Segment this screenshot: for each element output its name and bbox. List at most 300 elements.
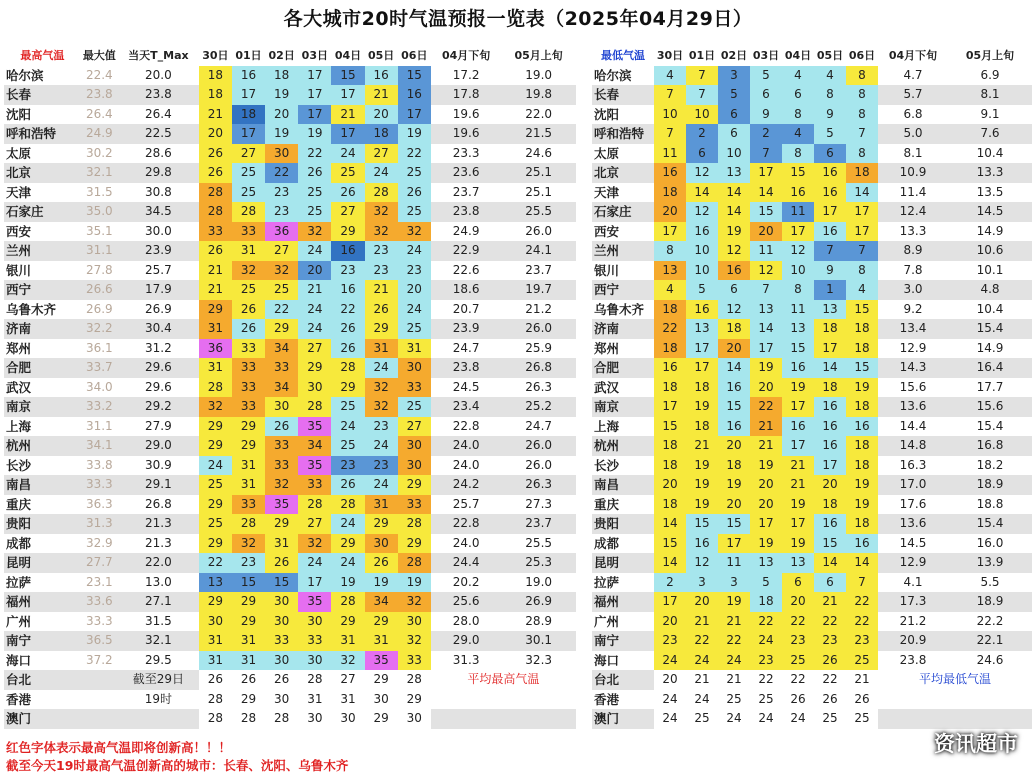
today-tmax-cell: 26.8 [145, 496, 172, 511]
table-row [592, 553, 1032, 573]
table-row [592, 144, 1032, 164]
forecast-cell: 13 [782, 319, 814, 339]
city-name: 海口 [594, 652, 620, 668]
forecast-cell: 28 [199, 690, 232, 710]
today-tmax-cell: 17.9 [118, 280, 199, 300]
forecast-cell: 35 [298, 456, 331, 476]
forecast-cell: 17 [232, 124, 265, 144]
early-may-avg-cell: 8.1 [948, 85, 1032, 105]
forecast-cell: 8 [846, 105, 878, 125]
forecast-cell: 10 [654, 105, 686, 125]
forecast-cell: 29 [232, 592, 265, 612]
forecast-cell: 23 [814, 631, 846, 651]
today-tmax-cell: 13.0 [145, 574, 172, 589]
forecast-cell: 26 [232, 300, 265, 320]
max-temp-header-cell: 04月下旬 [441, 49, 491, 62]
forecast-cell: 29 [265, 514, 298, 534]
record-max-cell: 27.8 [85, 262, 113, 277]
forecast-cell: 14 [814, 358, 846, 378]
forecast-cell: 16 [846, 417, 878, 437]
max-temp-header-cell: 05日 [367, 49, 395, 62]
table-row [592, 456, 1032, 476]
forecast-cell: 30 [298, 709, 331, 729]
late-april-avg-cell [431, 690, 501, 710]
late-april-avg-cell: 24.0 [452, 457, 480, 472]
city-name: 重庆 [594, 496, 620, 512]
early-may-avg-cell: 10.4 [976, 145, 1004, 160]
forecast-cell: 16 [814, 183, 846, 203]
record-max-cell: 33.3 [85, 613, 113, 628]
late-april-avg-cell: 17.6 [899, 496, 927, 511]
early-may-avg-cell: 16.8 [948, 436, 1032, 456]
late-april-avg-cell: 24.4 [431, 553, 501, 573]
forecast-cell: 29 [331, 378, 364, 398]
early-may-avg-cell: 24.1 [501, 241, 576, 261]
table-row [4, 319, 576, 339]
forecast-cell: 5 [814, 124, 846, 144]
today-tmax-cell: 25.7 [145, 262, 172, 277]
today-tmax-cell: 29.5 [145, 652, 172, 667]
late-april-avg-cell: 24.7 [452, 340, 480, 355]
forecast-cell: 32 [298, 534, 331, 554]
late-april-avg-cell: 7.8 [903, 262, 923, 277]
table-row [4, 105, 576, 125]
early-may-avg-cell: 6.9 [980, 67, 1000, 82]
table-row [4, 690, 576, 710]
forecast-cell: 18 [814, 319, 846, 339]
forecast-cell: 25 [398, 202, 431, 222]
forecast-cell: 17 [298, 573, 331, 593]
max-temp-header-cell: 04日 [334, 49, 362, 62]
forecast-cell: 6 [718, 280, 750, 300]
forecast-cell: 24 [750, 631, 782, 651]
record-max-cell: 23.8 [81, 85, 118, 105]
early-may-avg-cell: 24.6 [525, 145, 553, 160]
today-tmax-cell: 22.0 [118, 553, 199, 573]
today-tmax-cell: 28.6 [145, 145, 172, 160]
forecast-cell: 6 [718, 124, 750, 144]
forecast-cell: 15 [782, 163, 814, 183]
forecast-cell: 28 [398, 670, 431, 690]
forecast-cell: 29 [199, 300, 232, 320]
late-april-avg-cell: 28.0 [452, 613, 480, 628]
forecast-cell: 15 [782, 339, 814, 359]
forecast-cell: 22 [265, 163, 298, 183]
forecast-cell: 21 [199, 105, 232, 125]
city-name: 哈尔滨 [594, 67, 632, 83]
table-row [592, 573, 1032, 593]
forecast-cell: 17 [398, 105, 431, 125]
early-may-avg-cell: 17.7 [976, 379, 1004, 394]
forecast-cell: 33 [398, 495, 431, 515]
forecast-cell: 26 [814, 651, 846, 671]
early-may-avg-cell: 7.6 [948, 124, 1032, 144]
table-row [592, 709, 1032, 729]
city-name: 重庆 [6, 496, 32, 512]
forecast-cell: 22 [686, 631, 718, 651]
forecast-cell: 32 [199, 397, 232, 417]
forecast-cell: 29 [365, 514, 398, 534]
early-may-avg-cell: 5.5 [980, 574, 1000, 589]
forecast-cell: 34 [265, 339, 298, 359]
forecast-cell: 10 [686, 261, 718, 281]
city-name: 乌鲁木齐 [594, 301, 645, 317]
forecast-cell: 10 [686, 105, 718, 125]
forecast-cell: 11 [718, 553, 750, 573]
forecast-cell: 26 [814, 690, 846, 710]
forecast-cell: 15 [265, 573, 298, 593]
forecast-cell: 30 [265, 144, 298, 164]
record-max-cell: 31.3 [81, 514, 118, 534]
forecast-cell: 31 [365, 495, 398, 515]
city-name: 西安 [594, 223, 620, 239]
forecast-cell: 29 [331, 534, 364, 554]
forecast-cell: 14 [750, 319, 782, 339]
table-row [592, 397, 1032, 417]
forecast-cell: 25 [232, 280, 265, 300]
city-name: 南宁 [592, 631, 654, 651]
table-row [4, 592, 576, 612]
footnote-record-warning: 红色字体表示最高气温即将创新高！！！ [6, 740, 232, 755]
forecast-cell: 12 [718, 241, 750, 261]
forecast-cell: 14 [846, 553, 878, 573]
forecast-cell: 17 [331, 85, 364, 105]
forecast-cell: 29 [199, 417, 232, 437]
late-april-avg-cell: 9.2 [903, 301, 923, 316]
city-name: 广州 [6, 613, 32, 629]
forecast-cell: 17 [846, 222, 878, 242]
forecast-cell: 31 [398, 339, 431, 359]
table-row [592, 612, 1032, 632]
forecast-cell: 23 [365, 261, 398, 281]
late-april-avg-cell: 24.0 [452, 535, 480, 550]
table-row [4, 66, 576, 86]
forecast-cell: 22 [846, 612, 878, 632]
max-temp-header-cell: 30日 [202, 49, 229, 62]
late-april-avg-cell: 13.6 [878, 514, 948, 534]
forecast-cell: 18 [654, 495, 686, 515]
max-temp-header-cell: 02日 [268, 49, 295, 62]
forecast-cell: 30 [265, 397, 298, 417]
forecast-cell: 11 [782, 300, 814, 320]
forecast-cell: 27 [298, 339, 331, 359]
late-april-avg-cell: 22.9 [431, 241, 501, 261]
forecast-cell: 6 [750, 85, 782, 105]
early-may-avg-cell: 21.5 [501, 124, 576, 144]
forecast-cell: 33 [398, 651, 431, 671]
forecast-cell: 25 [331, 397, 364, 417]
early-may-avg-cell: 18.8 [976, 496, 1004, 511]
table-row [592, 436, 1032, 456]
early-may-avg-cell: 26.3 [501, 475, 576, 495]
today-tmax-cell: 23.8 [118, 85, 199, 105]
table-row [592, 631, 1032, 651]
forecast-cell: 17 [298, 85, 331, 105]
city-name: 台北 [4, 670, 81, 690]
forecast-cell: 28 [232, 709, 265, 729]
forecast-cell: 8 [846, 66, 878, 86]
forecast-cell: 17 [750, 339, 782, 359]
late-april-avg-cell: 23.8 [431, 202, 501, 222]
late-april-avg-cell: 13.4 [878, 319, 948, 339]
early-may-avg-cell: 9.1 [980, 106, 1000, 121]
early-may-avg-cell: 23.7 [501, 514, 576, 534]
table-row [592, 651, 1032, 671]
forecast-cell: 26 [398, 183, 431, 203]
forecast-cell: 26 [199, 144, 232, 164]
forecast-cell: 15 [654, 417, 686, 437]
forecast-cell: 28 [331, 592, 364, 612]
min-temp-header-cell: 05日 [816, 49, 844, 62]
forecast-cell: 11 [782, 202, 814, 222]
forecast-cell: 27 [331, 202, 364, 222]
forecast-cell: 29 [398, 475, 431, 495]
table-row [4, 436, 576, 456]
min-temp-header-cell: 30日 [656, 49, 684, 62]
forecast-cell: 25 [846, 709, 878, 729]
forecast-cell: 7 [686, 66, 718, 86]
forecast-cell: 26 [232, 670, 265, 690]
today-tmax-cell: 29.6 [145, 379, 172, 394]
table-row [4, 280, 576, 300]
forecast-cell: 22 [750, 612, 782, 632]
max-temp-header-row [4, 46, 576, 66]
early-may-avg-cell: 26.0 [501, 319, 576, 339]
forecast-cell: 28 [199, 378, 232, 398]
forecast-cell: 21 [846, 670, 878, 690]
forecast-cell: 16 [232, 66, 265, 86]
forecast-cell: 33 [298, 631, 331, 651]
forecast-cell: 18 [718, 319, 750, 339]
forecast-cell: 18 [814, 495, 846, 515]
forecast-cell: 28 [199, 709, 232, 729]
forecast-cell: 22 [846, 592, 878, 612]
forecast-cell: 25 [298, 183, 331, 203]
watermark-logo: 资讯超市 [934, 732, 1018, 756]
forecast-cell: 12 [718, 300, 750, 320]
today-tmax-cell: 21.3 [118, 514, 199, 534]
max-temp-header-cell: 03日 [301, 49, 328, 62]
forecast-cell: 32 [232, 261, 265, 281]
forecast-cell: 18 [654, 300, 686, 320]
forecast-cell: 19 [686, 397, 718, 417]
forecast-cell: 28 [398, 514, 431, 534]
late-april-avg-cell: 13.6 [878, 397, 948, 417]
forecast-cell: 23 [846, 631, 878, 651]
late-april-avg-cell: 23.3 [452, 145, 480, 160]
forecast-cell: 3 [686, 573, 718, 593]
today-tmax-cell [118, 709, 199, 729]
forecast-cell: 17 [782, 514, 814, 534]
forecast-cell: 17 [814, 202, 846, 222]
city-name: 福州 [4, 592, 81, 612]
forecast-cell: 6 [782, 573, 814, 593]
early-may-avg-cell: 25.5 [501, 202, 576, 222]
forecast-cell: 17 [654, 222, 686, 242]
forecast-cell: 30 [265, 690, 298, 710]
forecast-cell: 23 [750, 651, 782, 671]
forecast-cell: 24 [298, 319, 331, 339]
early-may-avg-cell: 26.8 [501, 358, 576, 378]
forecast-cell: 25 [232, 183, 265, 203]
forecast-cell: 10 [686, 241, 718, 261]
today-tmax-cell: 31.2 [145, 340, 172, 355]
table-row [592, 670, 1032, 690]
city-name: 香港 [6, 691, 32, 707]
early-may-avg-cell [501, 709, 576, 729]
late-april-avg-cell: 8.9 [878, 241, 948, 261]
forecast-cell: 15 [654, 534, 686, 554]
city-name: 天津 [594, 184, 620, 200]
table-row [592, 592, 1032, 612]
forecast-cell: 14 [686, 183, 718, 203]
forecast-cell: 13 [750, 300, 782, 320]
forecast-cell: 30 [365, 690, 398, 710]
forecast-cell: 14 [718, 183, 750, 203]
forecast-cell: 19 [782, 378, 814, 398]
forecast-cell: 35 [365, 651, 398, 671]
forecast-cell: 26 [331, 319, 364, 339]
forecast-cell: 21 [331, 105, 364, 125]
table-row [592, 163, 1032, 183]
table-row [4, 651, 576, 671]
forecast-cell: 29 [199, 592, 232, 612]
forecast-cell: 24 [365, 436, 398, 456]
min-temp-table [592, 46, 1032, 729]
forecast-cell: 16 [365, 66, 398, 86]
forecast-cell: 7 [846, 241, 878, 261]
forecast-cell: 28 [365, 183, 398, 203]
table-row [4, 261, 576, 281]
forecast-cell: 20 [718, 495, 750, 515]
forecast-cell: 6 [814, 144, 846, 164]
forecast-cell: 18 [365, 124, 398, 144]
forecast-cell: 1 [814, 280, 846, 300]
min-temp-header-cell: 05月上旬 [965, 49, 1015, 62]
forecast-cell: 29 [199, 495, 232, 515]
forecast-cell: 19 [398, 124, 431, 144]
forecast-cell: 21 [365, 280, 398, 300]
city-name: 杭州 [4, 436, 81, 456]
early-may-avg-cell: 25.2 [501, 397, 576, 417]
city-name: 武汉 [6, 379, 32, 395]
forecast-cell: 7 [750, 144, 782, 164]
late-april-avg-cell: 12.9 [899, 340, 927, 355]
forecast-cell: 14 [718, 202, 750, 222]
today-tmax-cell: 20.0 [145, 67, 172, 82]
late-april-avg-cell: 20.2 [452, 574, 480, 589]
forecast-cell: 6 [814, 573, 846, 593]
forecast-cell: 29 [365, 319, 398, 339]
forecast-cell: 18 [846, 339, 878, 359]
forecast-cell: 17 [750, 514, 782, 534]
forecast-cell: 14 [718, 358, 750, 378]
late-april-avg-cell: 24.5 [452, 379, 480, 394]
forecast-cell: 3 [718, 573, 750, 593]
forecast-cell: 35 [298, 592, 331, 612]
table-row [4, 514, 576, 534]
forecast-cell: 29 [398, 534, 431, 554]
forecast-cell: 17 [298, 105, 331, 125]
forecast-cell: 20 [750, 475, 782, 495]
forecast-cell: 32 [398, 592, 431, 612]
forecast-cell: 17 [686, 358, 718, 378]
city-name: 长春 [4, 85, 81, 105]
forecast-cell: 22 [814, 670, 846, 690]
city-name: 合肥 [592, 358, 654, 378]
today-tmax-cell: 26.4 [145, 106, 172, 121]
forecast-cell: 20 [654, 475, 686, 495]
forecast-cell: 31 [199, 319, 232, 339]
forecast-cell: 31 [199, 651, 232, 671]
forecast-cell: 30 [298, 651, 331, 671]
forecast-cell: 30 [398, 456, 431, 476]
min-temp-header-cell: 06日 [848, 49, 876, 62]
early-may-avg-cell: 4.8 [948, 280, 1032, 300]
forecast-cell: 23 [782, 631, 814, 651]
early-may-avg-cell: 19.8 [501, 85, 576, 105]
forecast-cell: 20 [814, 475, 846, 495]
forecast-cell: 24 [331, 417, 364, 437]
forecast-cell: 8 [782, 105, 814, 125]
city-name: 银川 [6, 262, 32, 278]
forecast-cell: 17 [654, 592, 686, 612]
forecast-cell: 20 [654, 670, 686, 690]
forecast-cell: 32 [298, 222, 331, 242]
forecast-cell: 31 [232, 456, 265, 476]
min-temp-header-cell: 03日 [752, 49, 780, 62]
min-temp-header-cell: 最低气温 [601, 49, 645, 62]
forecast-cell: 28 [298, 670, 331, 690]
city-name: 海口 [6, 652, 32, 668]
forecast-cell: 14 [654, 553, 686, 573]
forecast-cell: 30 [398, 436, 431, 456]
forecast-cell: 19 [750, 534, 782, 554]
city-name: 太原 [6, 145, 32, 161]
city-name: 北京 [592, 163, 654, 183]
forecast-cell: 18 [199, 66, 232, 86]
late-april-avg-cell: 5.0 [878, 124, 948, 144]
late-april-avg-cell: 25.6 [431, 592, 501, 612]
city-name: 郑州 [6, 340, 32, 356]
record-max-cell: 33.2 [81, 397, 118, 417]
forecast-cell: 31 [232, 631, 265, 651]
city-name: 西安 [6, 223, 32, 239]
city-name: 南京 [592, 397, 654, 417]
forecast-cell: 27 [265, 241, 298, 261]
forecast-cell: 16 [782, 183, 814, 203]
forecast-cell: 18 [654, 183, 686, 203]
early-may-avg-cell: 19.0 [525, 574, 553, 589]
forecast-cell: 19 [750, 456, 782, 476]
forecast-cell: 29 [232, 436, 265, 456]
min-temp-header-cell: 02日 [720, 49, 748, 62]
forecast-cell: 28 [232, 514, 265, 534]
early-may-avg-cell: 18.9 [948, 475, 1032, 495]
footnote-record-cities: 截至今天19时最高气温创新高的城市：长春、沈阳、乌鲁木齐 [6, 758, 349, 773]
forecast-cell: 18 [232, 105, 265, 125]
late-april-avg-cell: 8.1 [903, 145, 923, 160]
forecast-cell: 18 [199, 85, 232, 105]
forecast-cell: 33 [265, 436, 298, 456]
late-april-avg-cell: 23.8 [431, 358, 501, 378]
record-max-cell: 30.2 [85, 145, 113, 160]
forecast-cell: 15 [398, 66, 431, 86]
today-tmax-cell: 19时 [144, 691, 173, 706]
forecast-cell: 28 [398, 553, 431, 573]
early-may-avg-cell: 22.0 [525, 106, 553, 121]
max-temp-header-cell: 05月上旬 [514, 49, 563, 62]
